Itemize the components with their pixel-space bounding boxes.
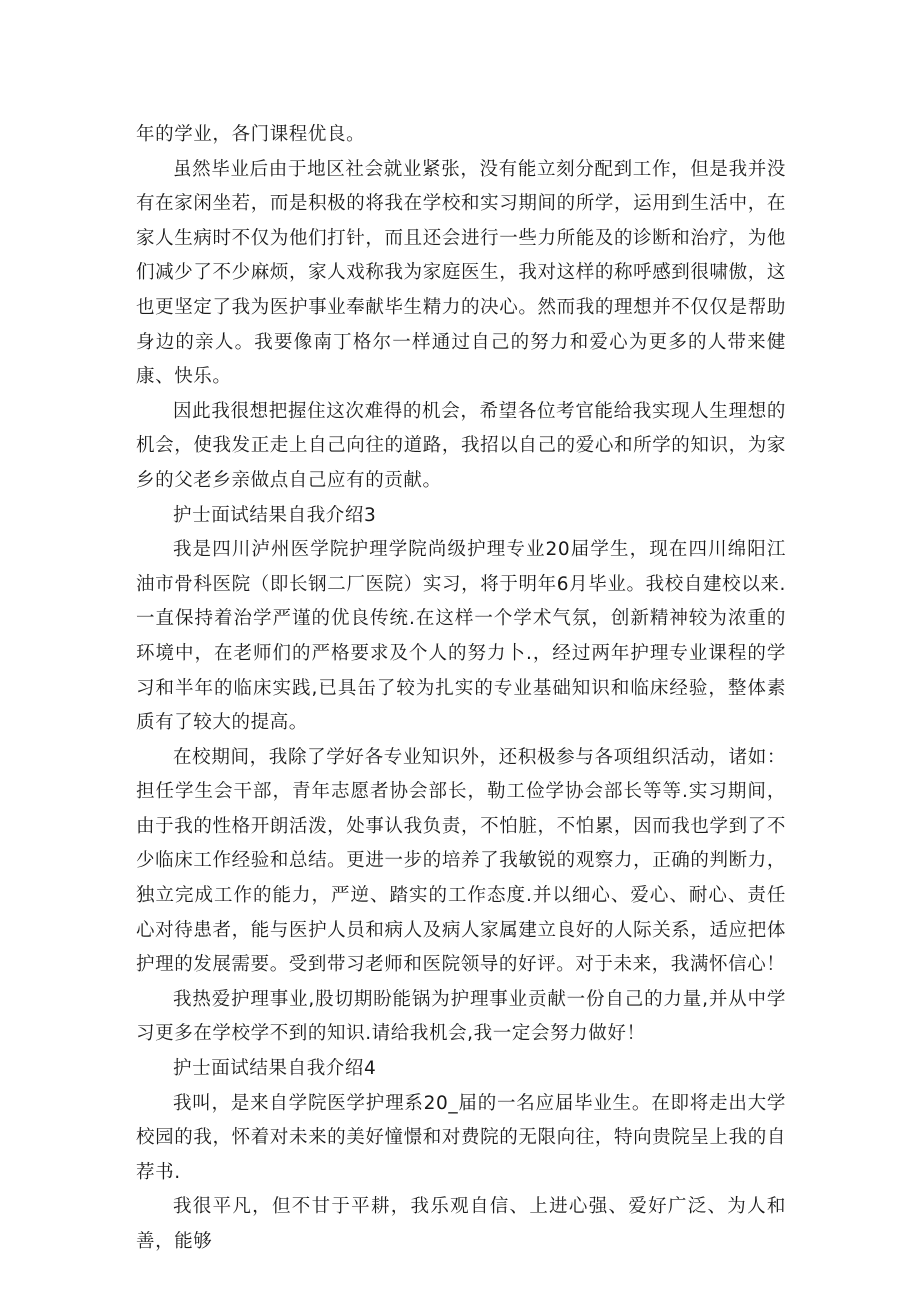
paragraph: 我叫，是来自学院医学护理系20_届的一名应届毕业生。在即将走出大学校园的我，怀着对未来的美好憧憬和对费院的无限向往，特向贵院呈上我的自荐书.: [136, 1092, 786, 1183]
document-body: [136, 118, 786, 1260]
paragraph: 虽然毕业后由于地区社会就业紧张，没有能立刻分配到工作，但是我并没有在家闲坐若，而是积极的将我在学校和实习期间的所学，运用到生活中，在家人生病时不仅为他们打针，而且还会进行一些力所能及的诊断和治疗，为他们减少了不少麻烦，家人戏称我为家庭医生，我对这样的称呼感到很啸傲，这也更坚定了我为医护事业奉献毕生精力的决心。然而我的理想并不仅仅是帮助身边的亲人。我要像南丁格尔一样通过自己的努力和爱心为更多的人带来健康、快乐。: [136, 158, 786, 388]
paragraph: 我热爱护理事业,股切期盼能锅为护理事业贡献一份自己的力量,并从中学习更多在学校学不到的知识.请给我机会,我一定会努力做好！: [136, 988, 786, 1045]
paragraph: 我是四川泸州医学院护理学院尚级护理专业20届学生，现在四川绵阳江油市骨科医院（即长钢二厂医院）实习，将于明年6月毕业。我校自建校以来.一直保持着治学严谨的优良传统.在这样一个学术气氛，创新精神较为浓重的环境中，在老师们的严格要求及个人的努力卜.，经过两年护理专业课程的学习和半年的临床实践,已具缶了较为扎实的专业基础知识和临床经验，整体素质有了较大的提高。: [136, 539, 786, 734]
paragraph: 我很平凡，但不甘于平耕，我乐观自信、上进心强、爱好广泛、为人和善，能够: [136, 1196, 786, 1252]
section-heading: 护士面试结果自我介绍4: [173, 1058, 377, 1080]
paragraph: 因此我很想把握住这次难得的机会，希望各位考官能给我实现人生理想的机会，使我发正走上自己向往的道路，我招以自己的爱心和所学的知识，为家乡的父老乡亲做点自己应有的贡献。: [136, 400, 786, 491]
paragraph: 在校期间，我除了学好各专业知识外，还积极参与各项组织活动，诸如：担任学生会干部，青年志愿者协会部长，勒工俭学协会部长等等.实习期间，由于我的性格开朗活泼，处事认我负责，不怕脏，不怕累，因而我也学到了不少临床工作经验和总结。更进一步的培养了我敏锐的观察力，正确的判断力，独立完成工作的能力，严逆、踏实的工作态度.并以细心、爱心、耐心、责任心对待患者，能与医护人员和病人及病人家属建立良好的人际关系，适应把体护理的发展需要。受到带习老师和医院领导的好评。对于未来，我满怀信心！: [136, 746, 786, 976]
paragraph: 年的学业，各门课程优良。: [136, 124, 366, 145]
section-heading: 护士面试结果自我介绍3: [173, 504, 377, 526]
